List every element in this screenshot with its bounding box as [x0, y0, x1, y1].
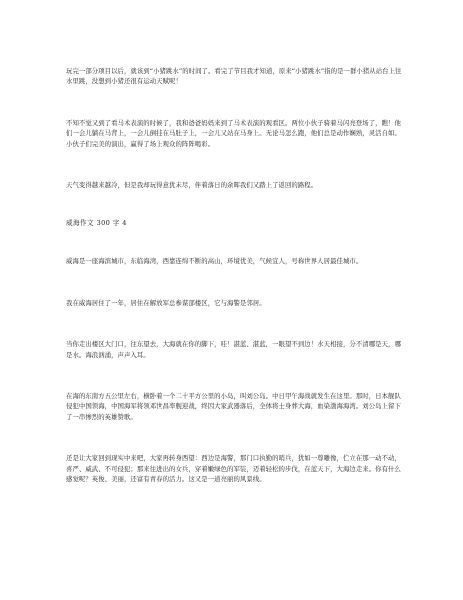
paragraph-piggy-diving: 玩完一部分项目以后，就该到“小猪跳水”的时间了。看完了节目我才知道，原来“小猪跳水”指的是一群小猪从站台上往水里跳，没想到小猪还很有运动天赋呢！ — [66, 67, 402, 86]
paragraph-weihai-intro: 威海是一座海滨城市，东临海湾，西靠连绵不断的高山，环境优美，气候宜人，号称世界人居最佳城市。 — [66, 257, 363, 266]
paragraph-liugong-island: 在海的东南方五公里左右，横卧着一个二十平方公里的小岛，叫刘公岛。中日甲午海战就发生在这里。那时，日本舰队侵犯中国领海，中国海军将领邓世昌率舰迎战，终因大家武器落后，全体将士身葬大海，血染渤海海湾。刘公岛上留下了一串惨烈的英雄赞歌。 — [66, 392, 401, 421]
paragraph-return-trip: 天气变得越来越冷，但是我却玩得意犹未尽，伴着落日的余晖我们又踏上了返回的路程。 — [66, 181, 318, 190]
paragraph-residence: 我在威海居住了一年，居住在解放军总参谋部楼区，它与海警是邻居。 — [66, 298, 266, 307]
essay-heading: 威海作文 300 字 4 — [66, 219, 127, 228]
paragraph-east-view: 当你走出楼区大门口，往东望去，大海就在你的脚下，哇！湛蓝、湛蓝，一眼望不到边！水天相接，分不清哪是天，哪是水。海浪汹涌，声声入耳。 — [66, 340, 401, 359]
paragraph-west-view: 还是让大家回到现实中来吧，大家再转身西望：西边是海警，那门口执勤的哨兵，犹如一尊雕像，伫立在那一动不动，喜严、威武、不可侵犯；那来往进出的女兵，穿着嫩绿色的军装，迈着轻松的步伐，在蓝天下，大海边走来。你有什么感觉呢？英俊、美丽，还富有青春的活力。这又是一道亮丽的风景线。 — [66, 454, 401, 484]
paragraph-horse-show: 不知不觉又到了看马术表演的时候了，我和爸爸妈妈来到了马术表演的观看区。两位小伙子骑着马闪亮登场了，瞧！他们一会儿躺在马背上，一会儿倒挂在马肚子上，一会儿又站在马身上。无论马怎么跑，他们总是动作娴熟，灵活自如。小伙子们完美的演出，赢得了场上观众的阵阵喝彩。 — [66, 118, 401, 148]
